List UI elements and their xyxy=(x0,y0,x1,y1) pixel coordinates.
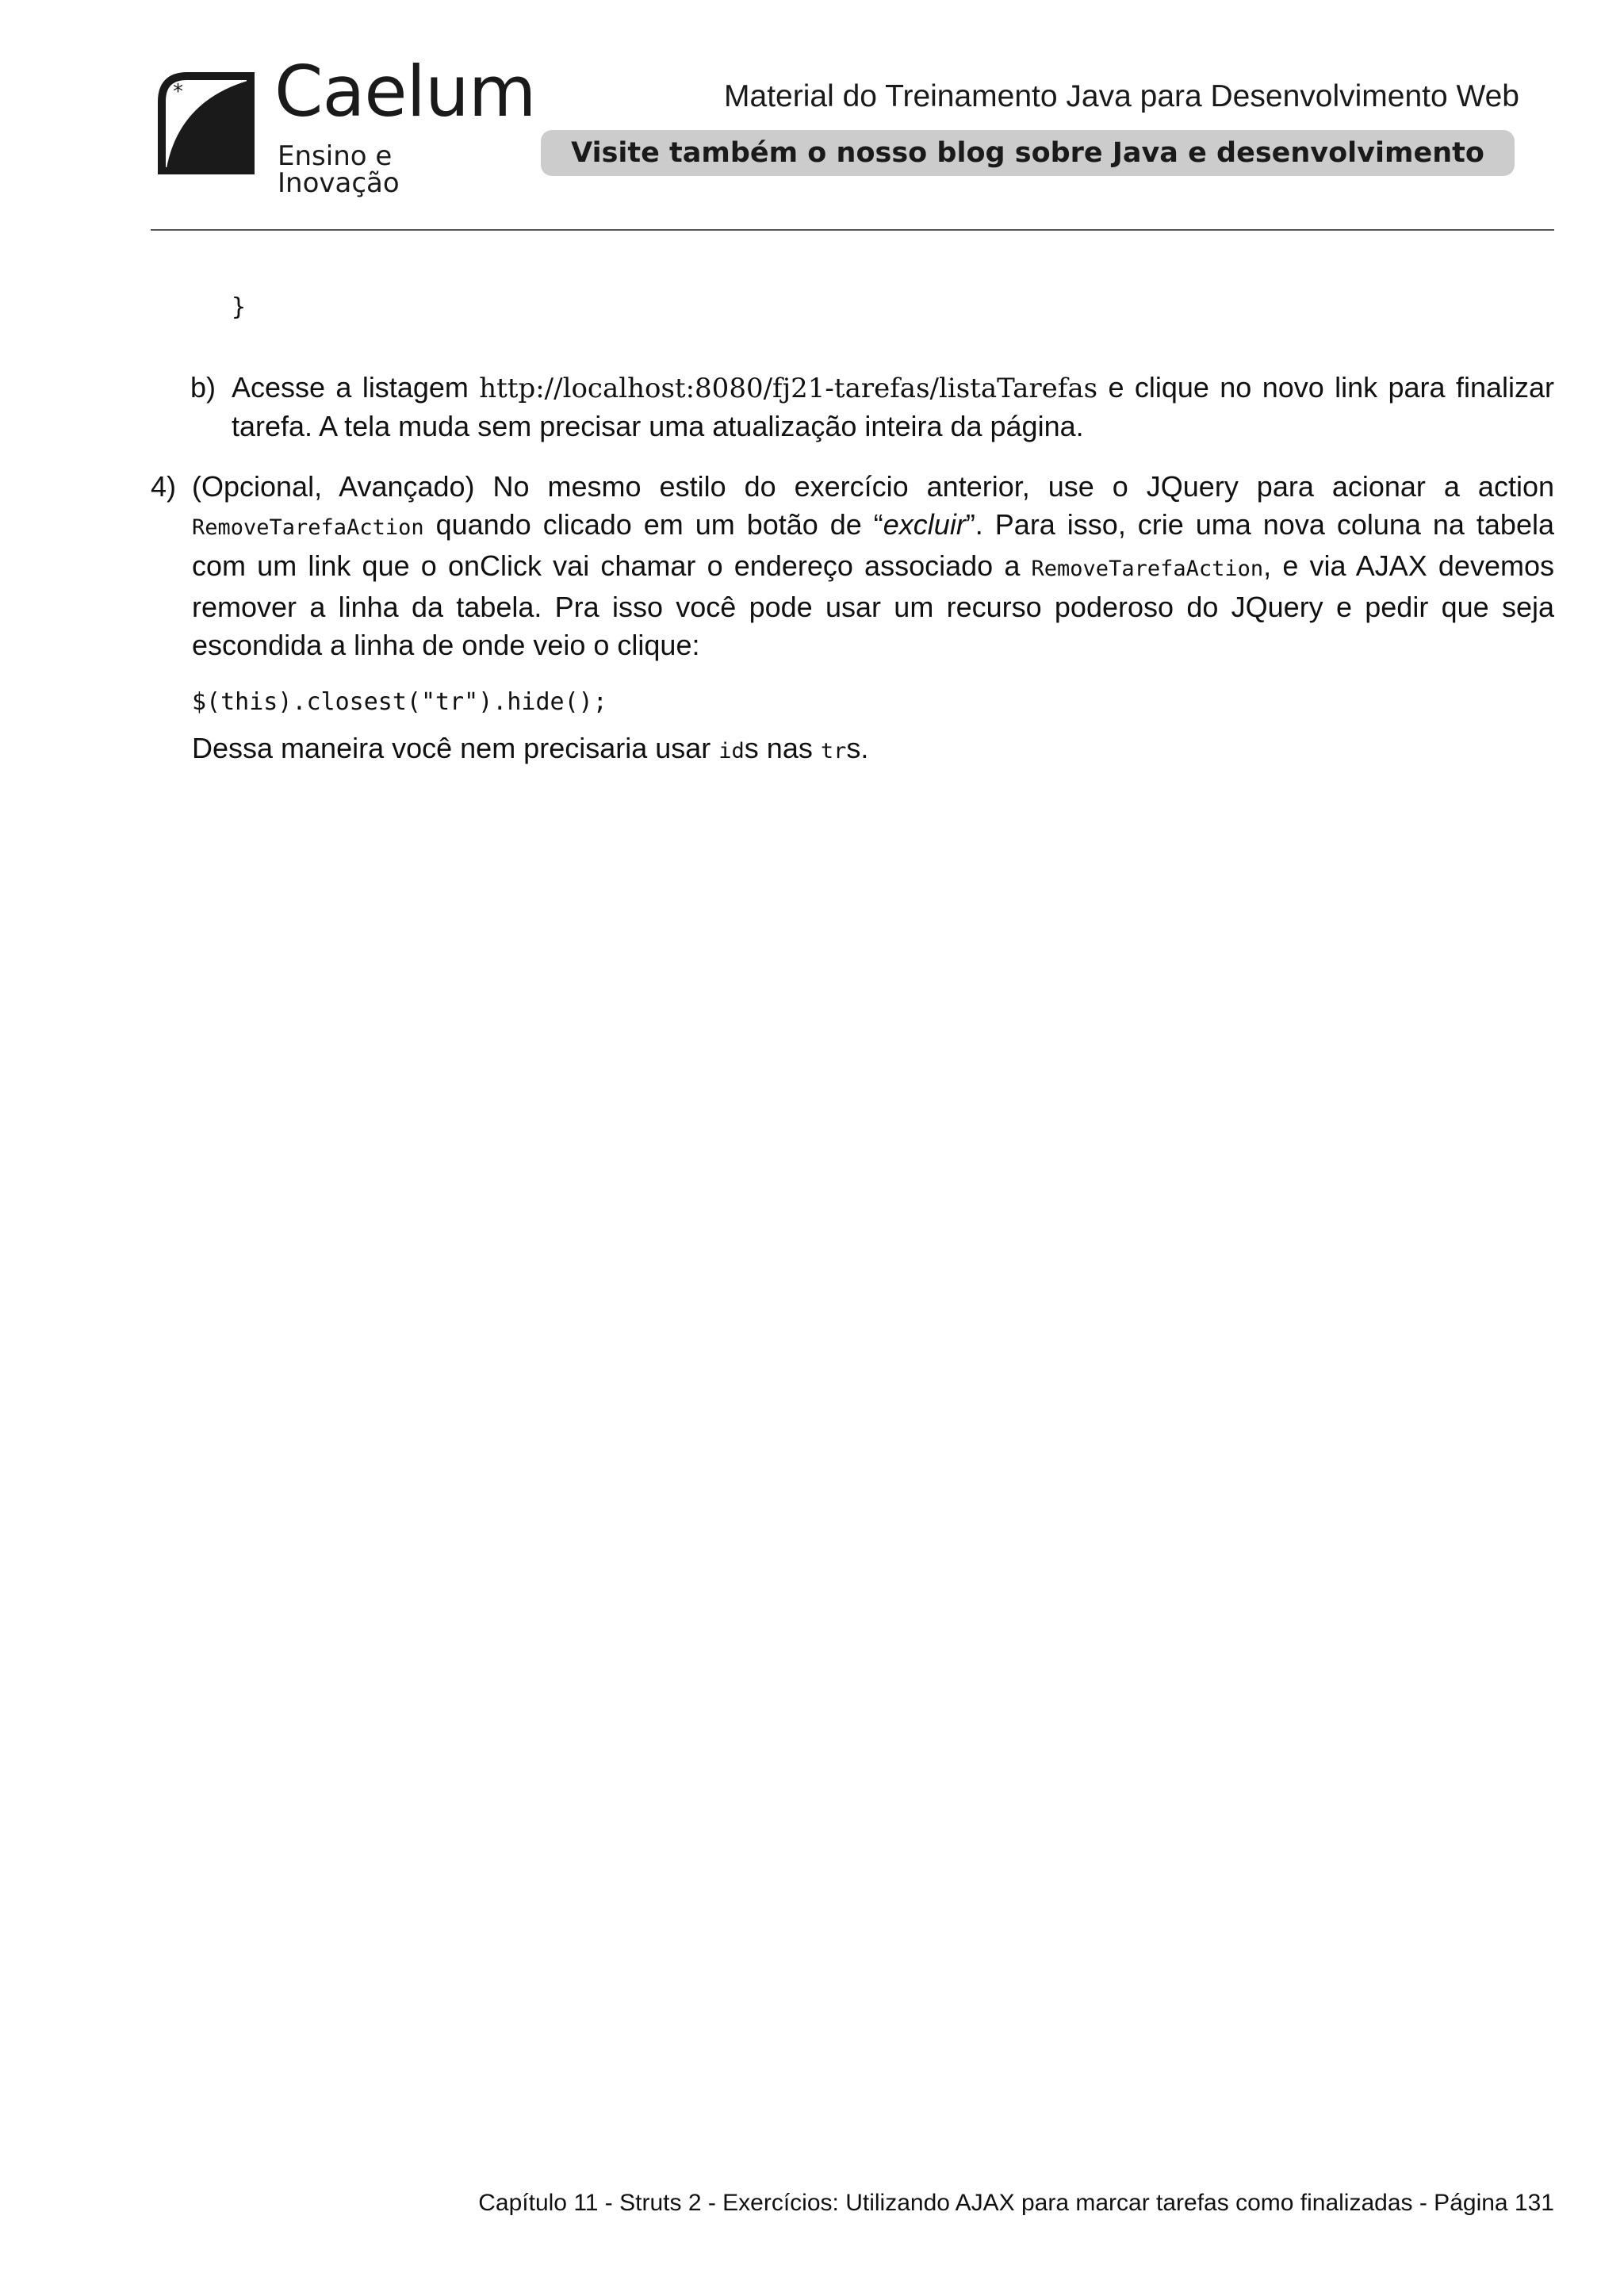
header-divider xyxy=(151,229,1554,231)
logo-name: Caelum xyxy=(274,51,536,132)
page-header xyxy=(0,0,1624,238)
text-segment: (Opcional, Avançado) No mesmo estilo do exercício anterior, use o JQuery para acionar a action xyxy=(192,470,1554,503)
svg-text:*: * xyxy=(173,80,183,104)
emphasis-text: excluir xyxy=(883,508,966,541)
text-segment: quando clicado em um botão de “ xyxy=(423,508,883,541)
item-text xyxy=(192,468,1554,664)
inline-code: RemoveTarefaAction xyxy=(1031,557,1264,581)
caelum-logo xyxy=(155,51,536,199)
blog-banner[interactable]: Visite também o nosso blog sobre Java e desenvolvimento xyxy=(541,130,1515,176)
item-label: 4) xyxy=(151,470,177,503)
inline-code: tr xyxy=(820,739,847,763)
text-segment: , e via AJAX devemos remover a linha da tabela. Pra isso você pode usar um recurso poderoso do JQuery e pedir que seja escondida a linha de onde veio o clique: xyxy=(192,549,1554,661)
code-snippet: $(this).closest("tr").hide(); xyxy=(192,688,607,716)
text-segment: ”. Para isso, crie uma nova coluna na tabela com um link que o onClick vai chamar o endereço associado a xyxy=(192,508,1554,582)
text-segment: Dessa maneira você nem precisaria usar xyxy=(192,732,719,764)
inline-code: id xyxy=(718,739,745,763)
inline-code: RemoveTarefaAction xyxy=(192,515,424,540)
code-closing-brace: } xyxy=(232,293,247,321)
text-segment: Acesse a listagem xyxy=(232,371,480,404)
page-footer: Capítulo 11 - Struts 2 - Exercícios: Utilizando AJAX para marcar tarefas como finalizadas - Página 131 xyxy=(478,2190,1554,2216)
item-label: b) xyxy=(190,371,216,404)
header-title: Material do Treinamento Java para Desenvolvimento Web xyxy=(724,79,1519,113)
listing-url: http://localhost:8080/fj21-tarefas/listaTarefas xyxy=(479,373,1098,404)
item-text xyxy=(232,369,1554,446)
logo-tagline: Ensino e Inovação xyxy=(278,140,400,199)
logo-mark-icon xyxy=(155,70,257,174)
text-segment: s nas xyxy=(744,732,821,764)
text-segment: e clique no novo link para finalizar tarefa. A tela muda sem precisar uma atualização inteira da página. xyxy=(232,371,1554,442)
closing-paragraph xyxy=(192,729,868,771)
text-segment: s. xyxy=(846,732,869,764)
